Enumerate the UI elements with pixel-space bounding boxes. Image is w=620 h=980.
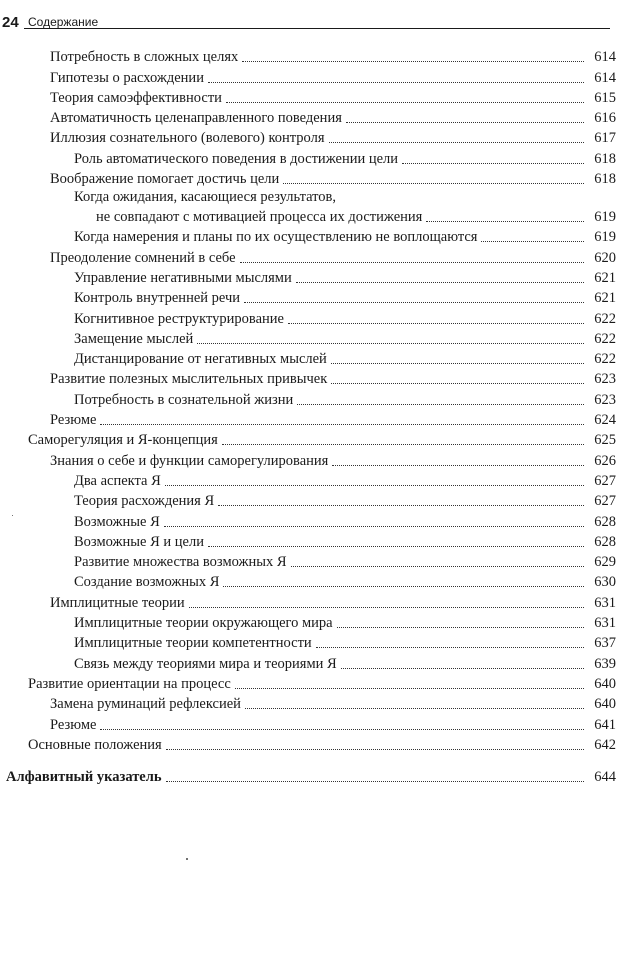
dot-leader	[100, 424, 584, 425]
dot-leader	[218, 505, 584, 506]
dot-leader	[296, 282, 584, 283]
header-rule	[24, 28, 610, 29]
dot-leader	[346, 122, 584, 123]
toc-entry-page: 629	[594, 554, 616, 571]
toc-entry-title: Знания о себе и функции саморегулирования	[50, 452, 329, 469]
toc-entry	[0, 147, 620, 167]
dot-leader	[341, 668, 584, 669]
toc-entry-page: 630	[594, 574, 616, 591]
toc-entry-title: Гипотезы о расхождении	[50, 69, 204, 86]
toc-entry-title: Возможные Я	[74, 513, 160, 530]
toc-entry-page: 631	[594, 594, 616, 611]
table-of-contents	[0, 46, 620, 786]
toc-entry-page: 620	[594, 249, 616, 266]
dot-leader	[316, 647, 584, 648]
dot-leader	[208, 82, 584, 83]
toc-entry-page: 614	[594, 49, 616, 66]
dot-leader	[288, 323, 584, 324]
toc-entry-title: Развитие ориентации на процесс	[28, 675, 231, 692]
toc-entry	[0, 693, 620, 713]
dot-leader	[226, 102, 584, 103]
toc-entry	[0, 388, 620, 408]
toc-entry-page: 624	[594, 412, 616, 429]
scan-speck	[186, 858, 188, 860]
dot-leader	[235, 688, 584, 689]
dot-leader	[426, 221, 584, 222]
toc-entry-title: Связь между теориями мира и теориями Я	[74, 655, 337, 672]
toc-entry-title: Теория расхождения Я	[74, 493, 215, 510]
toc-entry-title: Управление негативными мыслями	[74, 269, 292, 286]
toc-entry	[0, 449, 620, 469]
toc-entry	[0, 713, 620, 733]
toc-entry-title: Когда намерения и планы по их осуществлению не воплощаются	[74, 229, 478, 246]
toc-entry-page: 627	[594, 493, 616, 510]
toc-entry-title-line1: Когда ожидания, касающиеся результатов,	[74, 189, 337, 206]
toc-entry	[0, 168, 620, 188]
toc-entry	[0, 571, 620, 591]
dot-leader	[329, 142, 584, 143]
toc-entry	[0, 510, 620, 530]
toc-entry-page: 640	[594, 696, 616, 713]
toc-entry-page: 618	[594, 150, 616, 167]
toc-entry-title-line2: не совпадают с мотивацией процесса их достижения	[96, 209, 423, 226]
toc-entry-page: 625	[594, 432, 616, 449]
dot-leader	[283, 183, 584, 184]
dot-leader	[100, 729, 584, 730]
toc-entry-title: Контроль внутренней речи	[74, 290, 241, 307]
toc-entry-page: 628	[594, 513, 616, 530]
toc-entry-page: 619	[594, 209, 616, 226]
dot-leader	[189, 607, 584, 608]
toc-entry-title: Основные положения	[28, 736, 162, 753]
toc-entry-page: 621	[594, 290, 616, 307]
toc-entry-index	[0, 766, 620, 786]
toc-entry-title: Создание возможных Я	[74, 574, 220, 591]
toc-entry-page: 627	[594, 472, 616, 489]
toc-entry-page: 626	[594, 452, 616, 469]
toc-entry-page: 621	[594, 269, 616, 286]
dot-leader	[337, 627, 584, 628]
toc-entry-title: Когнитивное реструктурирование	[74, 310, 284, 327]
toc-entry-page: 618	[594, 171, 616, 188]
toc-entry-title: Развитие полезных мыслительных привычек	[50, 371, 328, 388]
toc-entry	[0, 734, 620, 754]
toc-entry	[0, 287, 620, 307]
toc-entry-page: 640	[594, 675, 616, 692]
toc-entry	[0, 348, 620, 368]
dot-leader	[245, 708, 584, 709]
toc-entry-title: Резюме	[50, 716, 97, 733]
toc-entry	[0, 612, 620, 632]
toc-entry	[0, 652, 620, 672]
toc-entry	[0, 470, 620, 490]
toc-entry	[0, 267, 620, 287]
dot-leader	[222, 444, 584, 445]
toc-entry-page: 639	[594, 655, 616, 672]
toc-entry-page: 617	[594, 130, 616, 147]
dot-leader	[402, 163, 584, 164]
toc-entry-title: Резюме	[50, 412, 97, 429]
toc-entry	[0, 66, 620, 86]
toc-entry-title: Иллюзия сознательного (волевого) контроля	[50, 130, 325, 147]
toc-entry	[0, 107, 620, 127]
toc-entry	[0, 246, 620, 266]
toc-entry-title: Роль автоматического поведения в достижении цели	[74, 150, 399, 167]
toc-entry-page: 623	[594, 391, 616, 408]
toc-entry-title: Развитие множества возможных Я	[74, 554, 287, 571]
dot-leader	[164, 526, 584, 527]
toc-entry-page: 622	[594, 310, 616, 327]
toc-entry-page: 623	[594, 371, 616, 388]
dot-leader	[332, 465, 584, 466]
section-spacer	[0, 754, 620, 766]
toc-entry-title: Замещение мыслей	[74, 330, 194, 347]
dot-leader	[197, 343, 584, 344]
toc-entry-page: 615	[594, 89, 616, 106]
toc-entry	[0, 87, 620, 107]
toc-entry-title: Имплицитные теории окружающего мира	[74, 615, 333, 632]
dot-leader	[291, 566, 584, 567]
toc-entry-title: Преодоление сомнений в себе	[50, 249, 236, 266]
toc-entry-page: 637	[594, 635, 616, 652]
dot-leader	[240, 262, 584, 263]
dot-leader	[208, 546, 584, 547]
dot-leader	[331, 363, 584, 364]
toc-entry	[0, 46, 620, 66]
toc-entry	[0, 551, 620, 571]
toc-entry-page: 619	[594, 229, 616, 246]
toc-entry-page: 622	[594, 351, 616, 368]
dot-leader	[331, 383, 584, 384]
toc-entry	[0, 490, 620, 510]
toc-entry	[0, 307, 620, 327]
toc-entry-title: Автоматичность целенаправленного поведения	[50, 110, 342, 127]
toc-entry	[0, 591, 620, 611]
toc-entry-page: 616	[594, 110, 616, 127]
toc-entry	[0, 429, 620, 449]
toc-entry-title: Имплицитные теории компетентности	[74, 635, 312, 652]
toc-entry	[0, 226, 620, 246]
dot-leader	[481, 241, 584, 242]
toc-entry-title: Алфавитный указатель	[6, 769, 162, 786]
toc-entry-title: Имплицитные теории	[50, 594, 185, 611]
page-number: 24	[2, 14, 19, 31]
toc-entry-page: 628	[594, 533, 616, 550]
dot-leader	[223, 586, 584, 587]
toc-entry-title: Теория самоэффективности	[50, 89, 222, 106]
toc-entry-title: Воображение помогает достичь цели	[50, 171, 280, 188]
toc-entry	[0, 127, 620, 147]
toc-entry-page: 614	[594, 69, 616, 86]
dot-leader	[165, 485, 584, 486]
toc-entry	[0, 632, 620, 652]
toc-entry	[0, 531, 620, 551]
toc-entry	[0, 188, 620, 226]
page-header	[0, 0, 610, 30]
toc-entry-title: Саморегуляция и Я-концепция	[28, 432, 218, 449]
toc-entry-title: Замена руминаций рефлексией	[50, 696, 241, 713]
dot-leader	[244, 302, 584, 303]
dot-leader	[166, 749, 584, 750]
toc-entry-title: Два аспекта Я	[74, 472, 161, 489]
toc-entry	[0, 328, 620, 348]
toc-entry-page: 641	[594, 716, 616, 733]
toc-entry	[0, 409, 620, 429]
toc-entry-title: Потребность в сложных целях	[50, 49, 239, 66]
toc-entry-page: 622	[594, 330, 616, 347]
toc-entry-page: 642	[594, 736, 616, 753]
dot-leader	[297, 404, 584, 405]
dot-leader	[166, 781, 584, 782]
toc-entry-page: 631	[594, 615, 616, 632]
toc-entry-title: Потребность в сознательной жизни	[74, 391, 294, 408]
toc-entry-title: Дистанцирование от негативных мыслей	[74, 351, 327, 368]
toc-entry-page: 644	[594, 769, 616, 786]
toc-entry	[0, 673, 620, 693]
scan-speck	[12, 515, 13, 516]
toc-entry-title: Возможные Я и цели	[74, 533, 204, 550]
dot-leader	[242, 61, 584, 62]
toc-entry	[0, 368, 620, 388]
running-title: Содержание	[28, 15, 99, 29]
